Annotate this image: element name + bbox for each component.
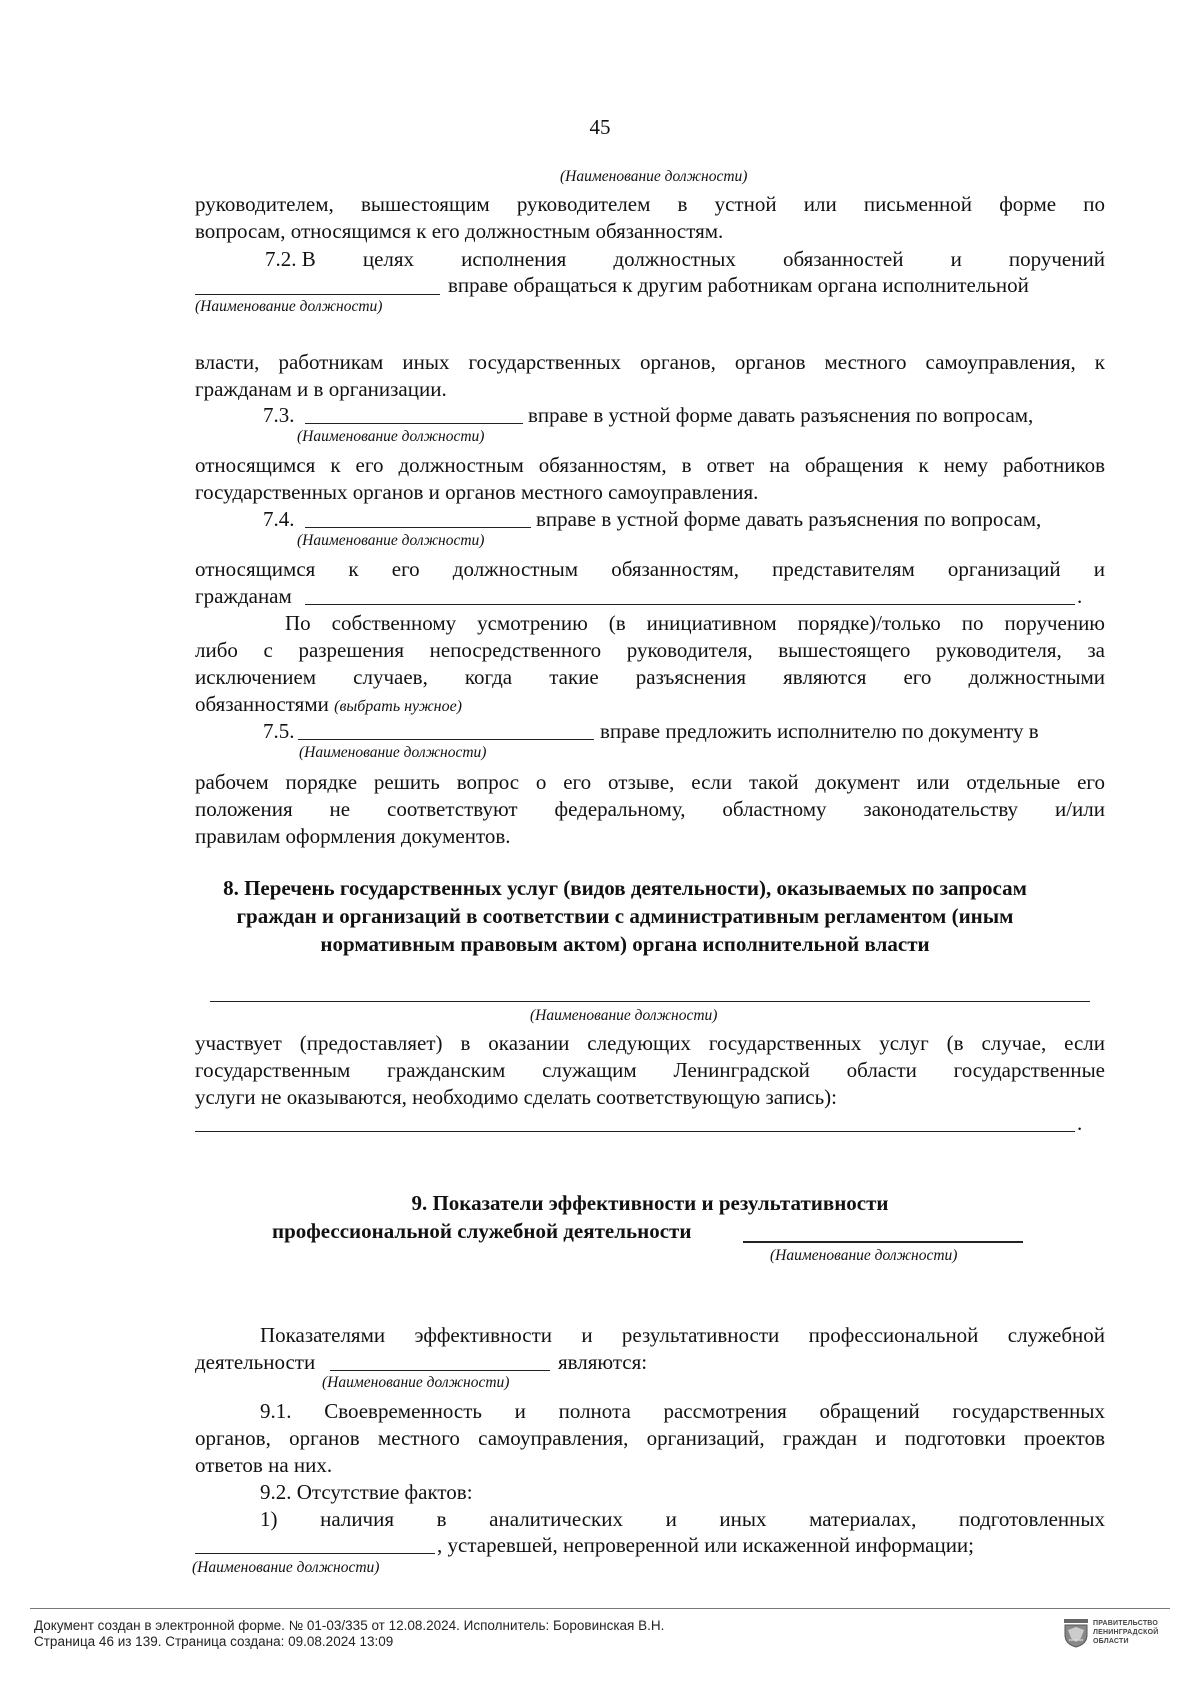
position-caption: (Наименование должности): [297, 532, 485, 549]
footer-line: Документ создан в электронной форме. № 01-03/335 от 12.08.2024. Исполнитель: Боровинская В.Н.: [34, 1618, 665, 1633]
blank-position-line[interactable]: [298, 739, 594, 740]
paragraph-line: гражданам: [195, 584, 292, 608]
clause-number: 7.5.: [263, 719, 295, 743]
paragraph-line: услуги не оказываются, необходимо сделать соответствующую запись):: [195, 1085, 837, 1109]
paragraph-line: участвует (предоставляет) в оказании следующих государственных услуг (в случае, если: [195, 1031, 1105, 1055]
paragraph-line: 9.1. Своевременность и полнота рассмотрения обращений государственных: [260, 1399, 1105, 1423]
section-heading: нормативным правовым актом) органа исполнительной власти: [320, 932, 930, 956]
paragraph-line: рабочем порядке решить вопрос о его отзыве, если такой документ или отдельные его: [195, 770, 1105, 794]
section-heading: граждан и организаций в соответствии с административным регламентом (иным: [236, 904, 1014, 928]
paragraph-line: По собственному усмотрению (в инициативном порядке)/только по поручению: [285, 611, 1105, 635]
coat-of-arms-icon: [1063, 1618, 1089, 1648]
paragraph-line: положения не соответствуют федеральному, областному законодательству и/или: [195, 797, 1105, 821]
word: обязанностями: [195, 692, 329, 716]
footer-divider: [30, 1608, 1170, 1609]
position-caption: (Наименование должности): [322, 1374, 510, 1391]
clause-number: 7.2. В: [265, 247, 316, 271]
paragraph-line: деятельности: [195, 1350, 316, 1374]
paragraph-line: относящимся к его должностным обязанностям, в ответ на обращения к нему работников: [195, 453, 1105, 477]
logo-text: ОБЛАСТИ: [1093, 1638, 1129, 1645]
word: целях: [362, 247, 415, 271]
position-caption: (Наименование должности): [299, 744, 487, 761]
blank-line[interactable]: [305, 604, 1075, 605]
paragraph-line: вправе предложить исполнителю по документу в: [600, 719, 1039, 743]
paragraph-line: 1) наличия в аналитических и иных материалах, подготовленных: [260, 1507, 1105, 1531]
section-heading: 9. Показатели эффективности и результативности: [411, 1191, 889, 1215]
paragraph-line: правилам оформления документов.: [195, 824, 511, 848]
blank-position-line[interactable]: [210, 1001, 1090, 1002]
paragraph-line: [195, 691, 462, 718]
paragraph-line: органов, органов местного самоуправления, организаций, граждан и подготовки проектов: [195, 1426, 1105, 1450]
paragraph-line: относящимся к его должностным обязанностям, представителям организаций и: [195, 557, 1105, 581]
clause-7-2-line1: [195, 246, 1105, 273]
paragraph-line: являются:: [558, 1350, 648, 1374]
paragraph-line: либо с разрешения непосредственного руководителя, вышестоящего руководителя, за: [195, 638, 1105, 662]
blank-position-line[interactable]: [743, 1241, 1023, 1243]
blank-position-line[interactable]: [195, 1553, 435, 1554]
section-heading: 8. Перечень государственных услуг (видов деятельности), оказываемых по запросам: [223, 876, 1027, 900]
paragraph-line: вопросам, относящимся к его должностным обязанностям.: [195, 219, 724, 243]
paragraph-line: 9.2. Отсутствие фактов:: [260, 1480, 473, 1504]
blank-position-line[interactable]: [305, 527, 531, 528]
position-caption: (Наименование должности): [560, 168, 748, 185]
position-caption: (Наименование должности): [297, 428, 485, 445]
period: .: [1077, 584, 1083, 608]
page-number: 45: [589, 115, 611, 139]
word: исполнения: [461, 247, 567, 271]
paragraph-line: государственным гражданским служащим Ленинградской области государственные: [195, 1058, 1105, 1082]
logo-text: ПРАВИТЕЛЬСТВО: [1093, 1620, 1159, 1627]
paragraph-line: вправе в устной форме давать разъяснения по вопросам,: [536, 507, 1042, 531]
paragraph-line: вправе в устной форме давать разъяснения по вопросам,: [528, 403, 1034, 427]
position-caption: (Наименование должности): [530, 1007, 718, 1024]
paragraph-line: , устаревшей, непроверенной или искаженной информации;: [437, 1533, 975, 1557]
blank-position-line[interactable]: [330, 1370, 550, 1371]
blank-position-line[interactable]: [195, 294, 440, 295]
position-caption: (Наименование должности): [770, 1247, 958, 1264]
paragraph-line: руководителем, вышестоящим руководителем в устной или письменной форме по: [195, 192, 1105, 216]
footer-line: Страница 46 из 139. Страница создана: 09.08.2024 13:09: [34, 1634, 394, 1649]
paragraph-line: исключением случаев, когда такие разъяснения являются его должностными: [195, 665, 1105, 689]
paragraph-line: гражданам и в организации.: [195, 377, 447, 401]
position-caption: (Наименование должности): [195, 298, 383, 315]
paragraph-line: Показателями эффективности и результативности профессиональной служебной: [260, 1323, 1105, 1347]
word: поручений: [1008, 247, 1105, 271]
logo-text: ЛЕНИНГРАДСКОЙ: [1093, 1629, 1159, 1636]
choose-note: (выбрать нужное): [334, 698, 462, 715]
word: и: [950, 247, 962, 271]
blank-position-line[interactable]: [305, 423, 523, 424]
paragraph-line: ответов на них.: [195, 1453, 333, 1477]
word: должностных: [613, 247, 736, 271]
blank-line[interactable]: [195, 1131, 1075, 1132]
position-caption: (Наименование должности): [192, 1559, 380, 1576]
paragraph-line: вправе обращаться к другим работникам органа исполнительной: [448, 273, 1029, 297]
paragraph-line: власти, работникам иных государственных органов, органов местного самоуправления, к: [195, 350, 1105, 374]
section-heading: профессиональной служебной деятельности: [272, 1219, 692, 1243]
clause-number: 7.3.: [263, 403, 295, 427]
clause-number: 7.4.: [263, 507, 295, 531]
word: обязанностей: [783, 247, 904, 271]
period: .: [1077, 1111, 1083, 1135]
paragraph-line: государственных органов и органов местного самоуправления.: [195, 480, 759, 504]
